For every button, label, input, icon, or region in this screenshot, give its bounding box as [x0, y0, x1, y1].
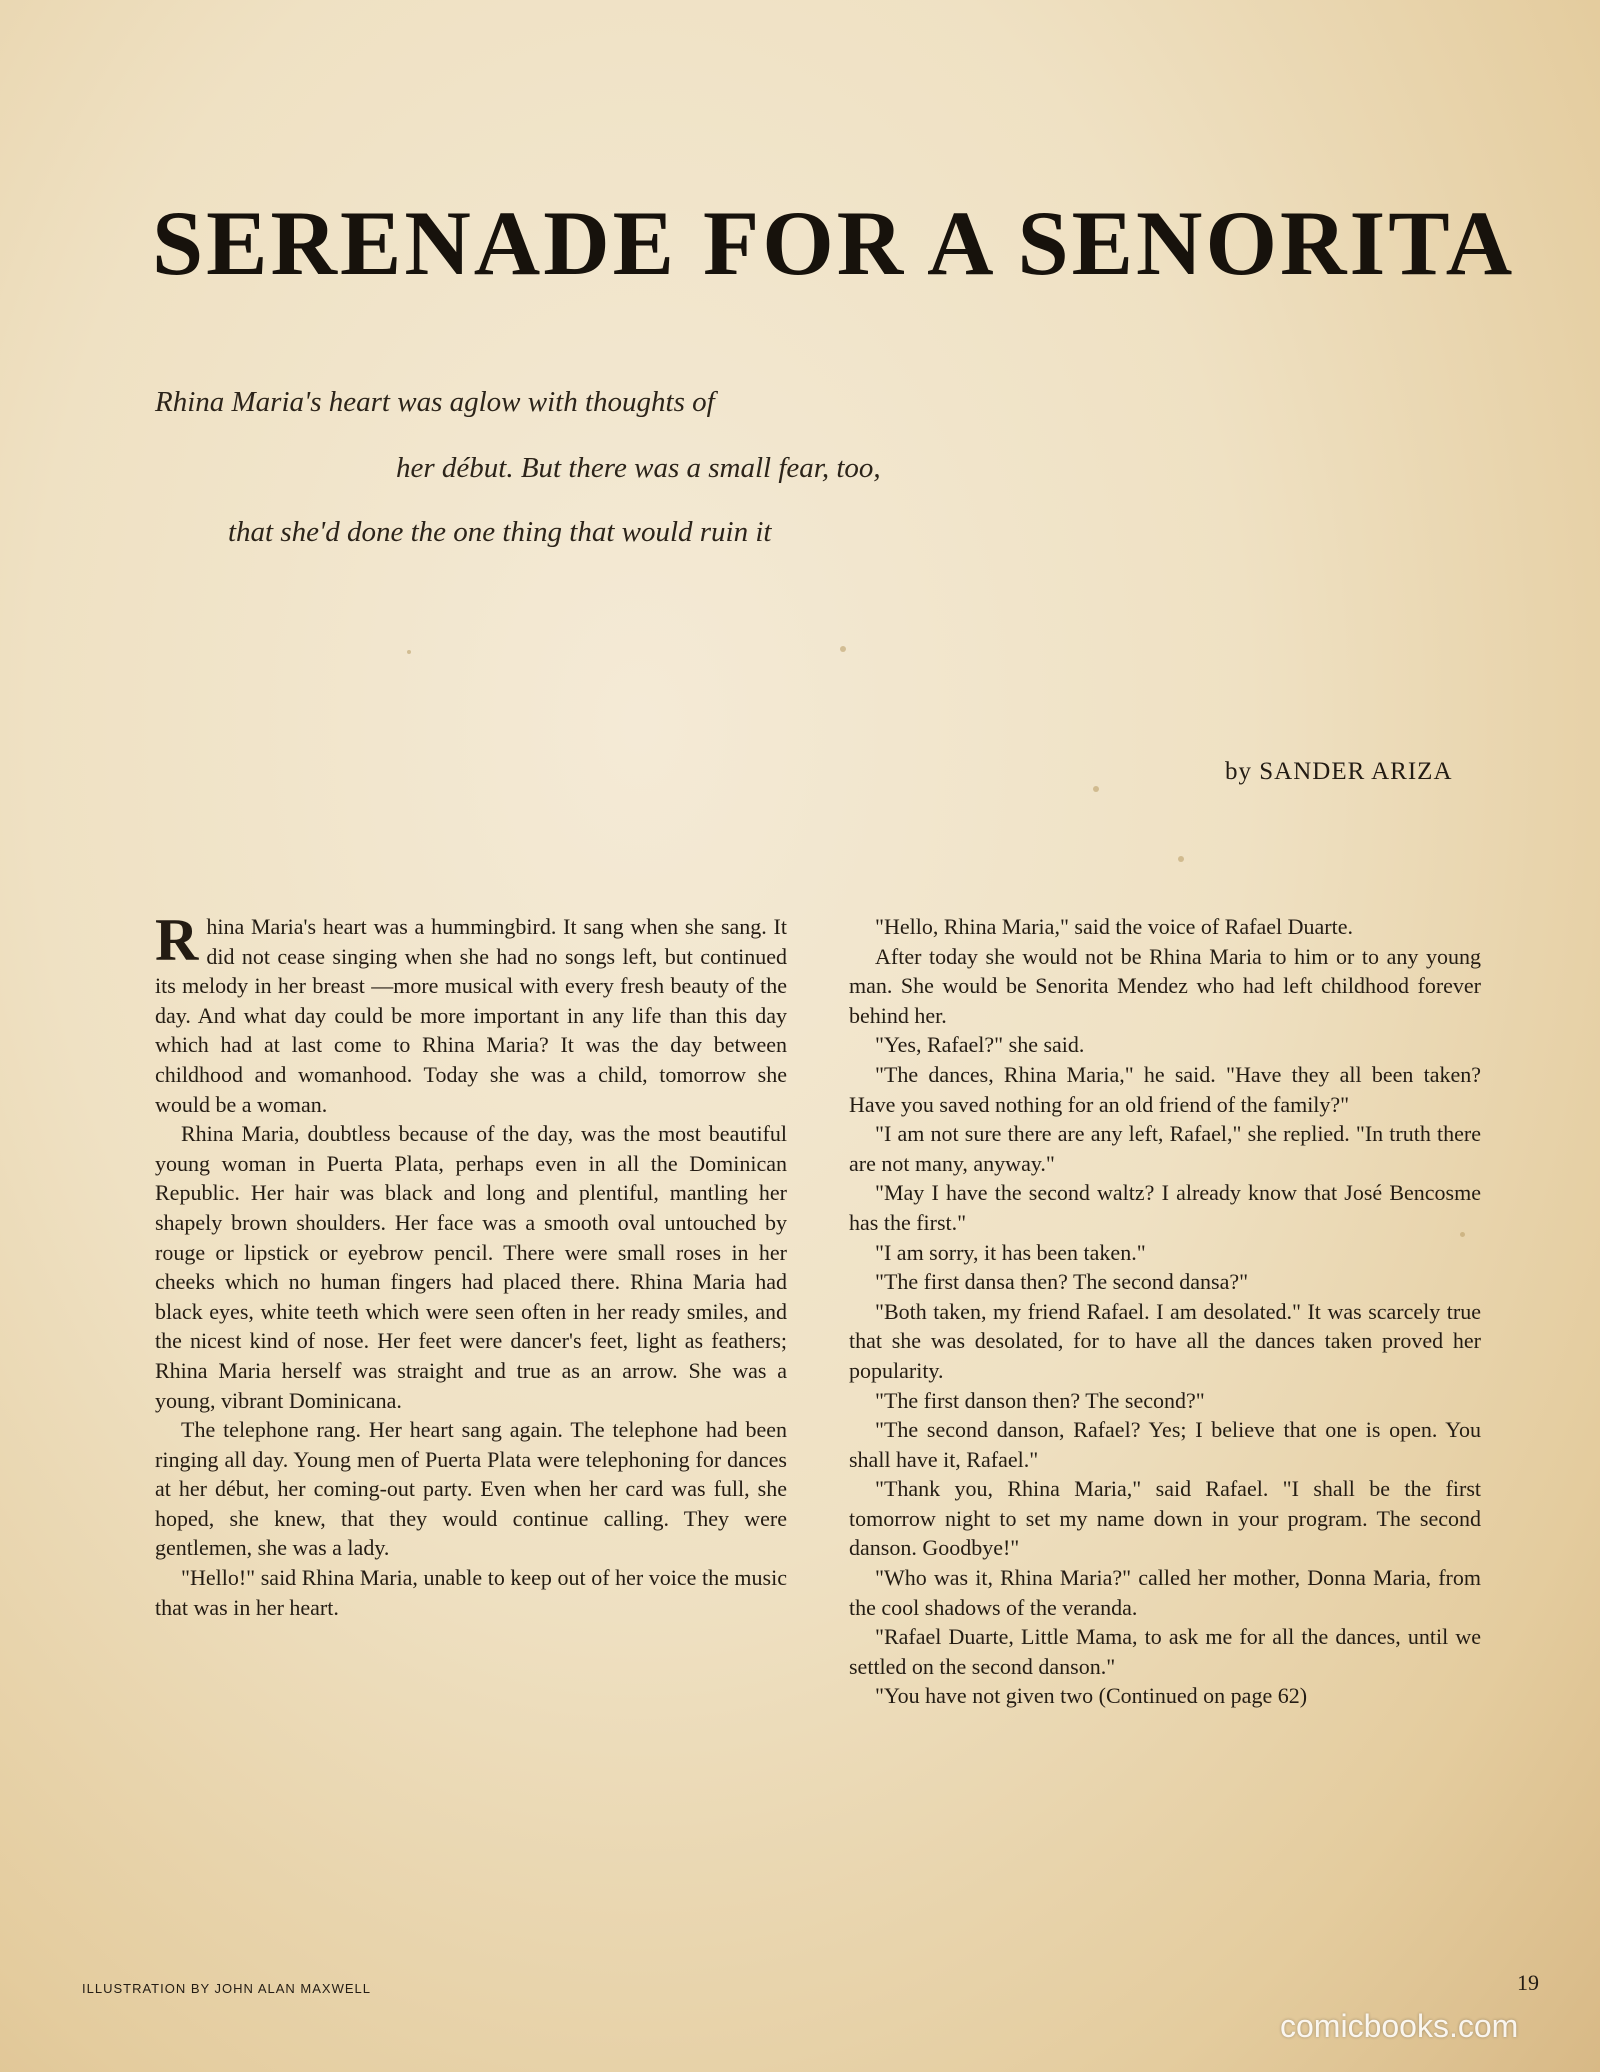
paragraph: The telephone rang. Her heart sang again. The telephone had been ringing all day. Young men of Puerta Plata were telephoning for dances at her début, her coming-out party. Even when her card was full, she hoped, she knew, that they would continue calling. They were gentlemen, she was a lady.	[155, 1417, 787, 1561]
text-column-right	[849, 912, 1481, 1711]
paragraph: "The first dansa then? The second dansa?"	[875, 1269, 1249, 1295]
paragraph: "You have not given two (Continued on page 62)	[875, 1683, 1308, 1709]
text-column-left	[155, 907, 787, 1622]
illustration-credit: ILLUSTRATION BY JOHN ALAN MAXWELL	[82, 1981, 371, 1996]
page-number: 19	[1517, 1970, 1539, 1995]
deck-line-1: Rhina Maria's heart was aglow with thoughts of	[155, 386, 715, 418]
paragraph: "Thank you, Rhina Maria," said Rafael. "I shall be the first tomorrow night to set my name down in your program. The second danson. Goodbye!"	[849, 1476, 1481, 1561]
paragraph: "I am not sure there are any left, Rafael," she replied. "In truth there are not many, anyway."	[849, 1121, 1481, 1176]
byline: by SANDER ARIZA	[1225, 758, 1453, 785]
paragraph: Rhina Maria, doubtless because of the day, was the most beautiful young woman in Puerta Plata, perhaps even in all the Dominican Republic. Her hair was black and long and plentiful, mantling her shapely brown shoulders. Her face was a smooth oval untouched by rouge or lipstick or eyebrow pencil. There were small roses in her cheeks which no human fingers had placed there. Rhina Maria had black eyes, white teeth which were seen often in her ready smiles, and the nicest kind of nose. Her feet were dancer's feet, light as feathers; Rhina Maria herself was straight and true as an arrow. She was a young, vibrant Dominicana.	[155, 1121, 787, 1413]
paragraph: "Hello, Rhina Maria," said the voice of Rafael Duarte.	[875, 914, 1353, 939]
paragraph: Rhina Maria's heart was a hummingbird. It sang when she sang. It did not cease singing when she had no songs left, but continued its melody in her breast —more musical with every fresh beauty of the day. And what day could be more important in any life than this day which had at last come to Rhina Maria? It was the day between childhood and womanhood. Today she was a child, tomorrow she would be a woman.	[155, 907, 787, 1117]
paragraph: "The second danson, Rafael? Yes; I believe that one is open. You shall have it, Rafael."	[849, 1417, 1481, 1472]
deck-line-3: that she'd done the one thing that would ruin it	[228, 516, 772, 548]
paragraph: "The first danson then? The second?"	[875, 1387, 1205, 1413]
paragraph: "Who was it, Rhina Maria?" called her mother, Donna Maria, from the cool shadows of the veranda.	[849, 1565, 1481, 1620]
watermark: comicbooks.com	[1280, 2008, 1519, 2044]
drop-cap: R	[155, 907, 199, 973]
paragraph: "May I have the second waltz? I already know that José Bencosme has the first."	[849, 1180, 1481, 1235]
paragraph: After today she would not be Rhina Maria to him or to any young man. She would be Senorita Mendez who had left childhood forever behind her.	[849, 943, 1481, 1028]
paragraph: "The dances, Rhina Maria," he said. "Have they all been taken? Have you saved nothing for an old friend of the family?"	[849, 1061, 1481, 1117]
deck-line-2: her début. But there was a small fear, too,	[396, 452, 881, 484]
paragraph: "Both taken, my friend Rafael. I am desolated." It was scarcely true that she was desolated, for to have all the dances taken proved her popularity.	[849, 1298, 1481, 1383]
paragraph: "I am sorry, it has been taken."	[875, 1239, 1146, 1265]
paragraph: "Yes, Rafael?" she said.	[875, 1032, 1085, 1058]
paragraph: "Rafael Duarte, Little Mama, to ask me for all the dances, until we settled on the second danson."	[849, 1624, 1481, 1679]
article-title: SERENADE FOR A SENORITA	[152, 192, 1516, 294]
paragraph: "Hello!" said Rhina Maria, unable to keep out of her voice the music that was in her heart.	[155, 1565, 787, 1620]
